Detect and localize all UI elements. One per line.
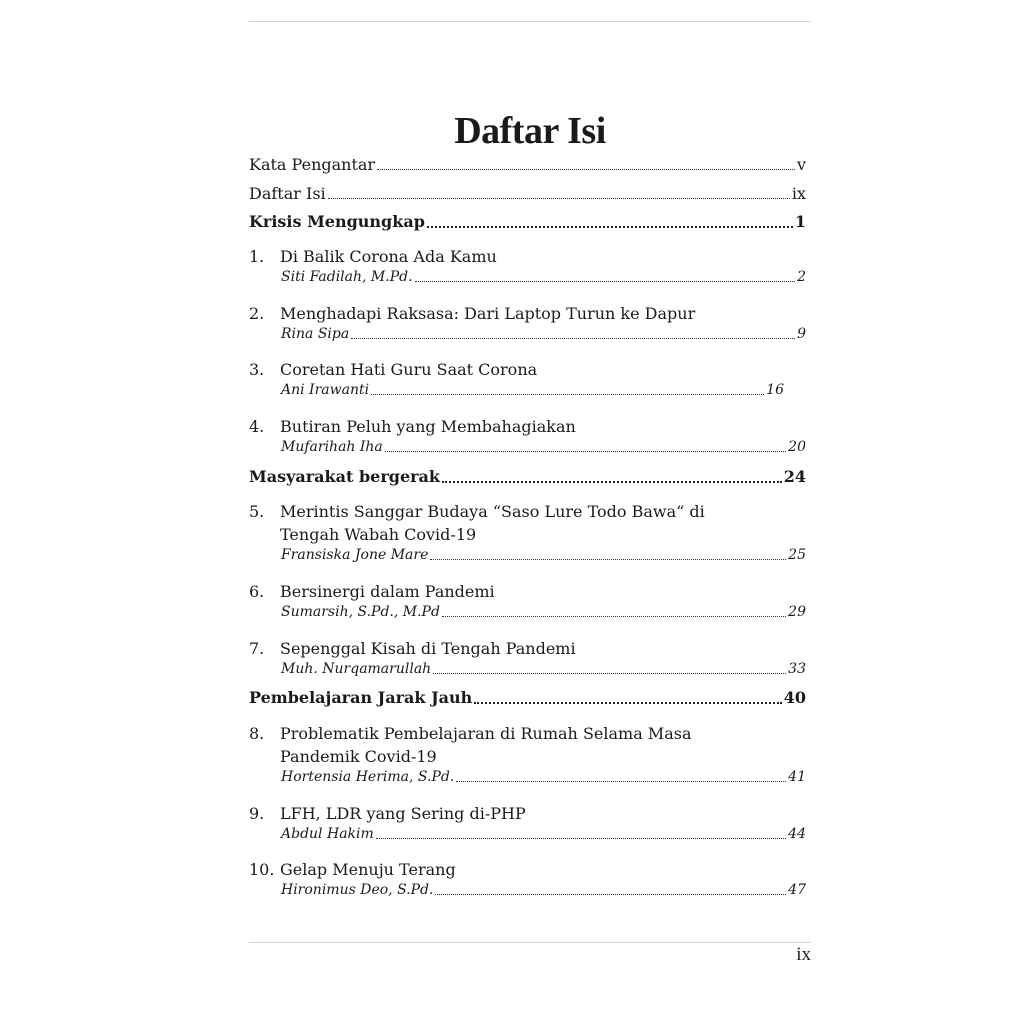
dot-leader bbox=[442, 616, 786, 617]
entry-title: LFH, LDR yang Sering di-PHP bbox=[280, 804, 526, 823]
toc-section-heading[interactable] bbox=[249, 211, 806, 233]
entry-title: Merintis Sanggar Budaya “Saso Lure Todo Bawa“ di Tengah Wabah Covid-19 bbox=[280, 502, 705, 544]
entry-author: Mufarihah Iha bbox=[281, 439, 383, 455]
entry-number: 5. bbox=[249, 502, 265, 521]
toc-front-item[interactable] bbox=[249, 154, 806, 176]
entry-author-line bbox=[281, 767, 806, 787]
entry-title: Coretan Hati Guru Saat Corona bbox=[280, 360, 538, 379]
entry-author: Muh. Nurqamarullah bbox=[281, 661, 432, 677]
dot-leader bbox=[456, 781, 786, 782]
toc-entry[interactable] bbox=[249, 722, 806, 790]
toc-entry[interactable] bbox=[249, 358, 806, 404]
dot-leader bbox=[376, 838, 786, 839]
entry-number: 10. bbox=[249, 860, 275, 879]
dot-leader bbox=[385, 451, 786, 452]
section-label: Masyarakat bergerak bbox=[249, 467, 441, 486]
entry-page: 41 bbox=[788, 769, 806, 785]
entry-number: 8. bbox=[249, 724, 265, 743]
toc-page: v bbox=[796, 155, 806, 174]
entry-number: 4. bbox=[249, 417, 265, 436]
toc-label: Kata Pengantar bbox=[249, 155, 376, 174]
entry-page: 2 bbox=[797, 269, 806, 285]
top-rule bbox=[249, 21, 811, 22]
entry-page: 16 bbox=[766, 382, 784, 398]
dot-leader bbox=[377, 169, 795, 170]
entry-page: 47 bbox=[788, 882, 806, 898]
entry-title: Butiran Peluh yang Membahagiakan bbox=[280, 417, 576, 436]
dot-leader bbox=[371, 394, 764, 395]
toc-entry[interactable] bbox=[249, 637, 806, 683]
entry-author: Ani Irawanti bbox=[281, 382, 370, 398]
toc-entry[interactable] bbox=[249, 802, 806, 848]
entry-author-line bbox=[281, 602, 806, 622]
entry-author: Hironimus Deo, S.Pd. bbox=[281, 882, 434, 898]
entry-title: Menghadapi Raksasa: Dari Laptop Turun ke Dapur bbox=[280, 304, 696, 323]
bottom-rule bbox=[249, 942, 811, 943]
entry-number: 7. bbox=[249, 639, 265, 658]
entry-title: Problematik Pembelajaran di Rumah Selama Masa Pandemik Covid-19 bbox=[280, 724, 692, 766]
entry-author-line bbox=[281, 659, 806, 679]
toc-entry[interactable] bbox=[249, 580, 806, 626]
page-number: ix bbox=[796, 944, 811, 965]
dot-leader bbox=[430, 559, 786, 560]
entry-author: Sumarsih, S.Pd., M.Pd bbox=[281, 604, 440, 620]
entry-title: Di Balik Corona Ada Kamu bbox=[280, 247, 497, 266]
toc-front-item[interactable] bbox=[249, 183, 806, 205]
entry-number: 9. bbox=[249, 804, 265, 823]
dot-leader bbox=[351, 338, 795, 339]
dot-leader bbox=[415, 281, 796, 282]
entry-title: Sepenggal Kisah di Tengah Pandemi bbox=[280, 639, 576, 658]
section-label: Pembelajaran Jarak Jauh bbox=[249, 688, 473, 707]
entry-author-line bbox=[281, 380, 784, 400]
entry-author: Rina Sipa bbox=[281, 326, 350, 342]
entry-page: 44 bbox=[788, 826, 806, 842]
toc-entry[interactable] bbox=[249, 500, 806, 568]
entry-number: 6. bbox=[249, 582, 265, 601]
entry-author-line bbox=[281, 824, 806, 844]
section-page: 40 bbox=[783, 688, 806, 707]
entry-page: 29 bbox=[788, 604, 806, 620]
entry-author: Fransiska Jone Mare bbox=[281, 547, 429, 563]
entry-title: Bersinergi dalam Pandemi bbox=[280, 582, 495, 601]
entry-author-line bbox=[281, 437, 806, 457]
toc-label: Daftar Isi bbox=[249, 184, 326, 203]
entry-page: 33 bbox=[788, 661, 806, 677]
dot-leader bbox=[442, 481, 782, 483]
section-label: Krisis Mengungkap bbox=[249, 212, 425, 231]
entry-author: Siti Fadilah, M.Pd. bbox=[281, 269, 413, 285]
entry-number: 3. bbox=[249, 360, 265, 379]
toc-section-heading[interactable] bbox=[249, 466, 806, 488]
section-page: 1 bbox=[794, 212, 806, 231]
toc-entry[interactable] bbox=[249, 302, 806, 348]
entry-number: 1. bbox=[249, 247, 265, 266]
entry-page: 25 bbox=[788, 547, 806, 563]
entry-page: 9 bbox=[797, 326, 806, 342]
page-title: Daftar Isi bbox=[454, 110, 606, 153]
entry-author-line bbox=[281, 545, 806, 565]
section-page: 24 bbox=[783, 467, 806, 486]
entry-author: Abdul Hakim bbox=[281, 826, 374, 842]
dot-leader bbox=[435, 894, 786, 895]
entry-author-line bbox=[281, 267, 806, 287]
entry-title: Gelap Menuju Terang bbox=[280, 860, 456, 879]
dot-leader bbox=[433, 673, 786, 674]
entry-author: Hortensia Herima, S.Pd. bbox=[281, 769, 455, 785]
entry-page: 20 bbox=[788, 439, 806, 455]
entry-author-line bbox=[281, 880, 806, 900]
entry-author-line bbox=[281, 324, 806, 344]
toc-entry[interactable] bbox=[249, 245, 806, 291]
toc-page: ix bbox=[791, 184, 806, 203]
toc-entry[interactable] bbox=[249, 858, 806, 904]
dot-leader bbox=[427, 226, 793, 228]
entry-number: 2. bbox=[249, 304, 265, 323]
toc-section-heading[interactable] bbox=[249, 687, 806, 709]
dot-leader bbox=[328, 198, 790, 199]
toc-entry[interactable] bbox=[249, 415, 806, 461]
dot-leader bbox=[474, 702, 781, 704]
